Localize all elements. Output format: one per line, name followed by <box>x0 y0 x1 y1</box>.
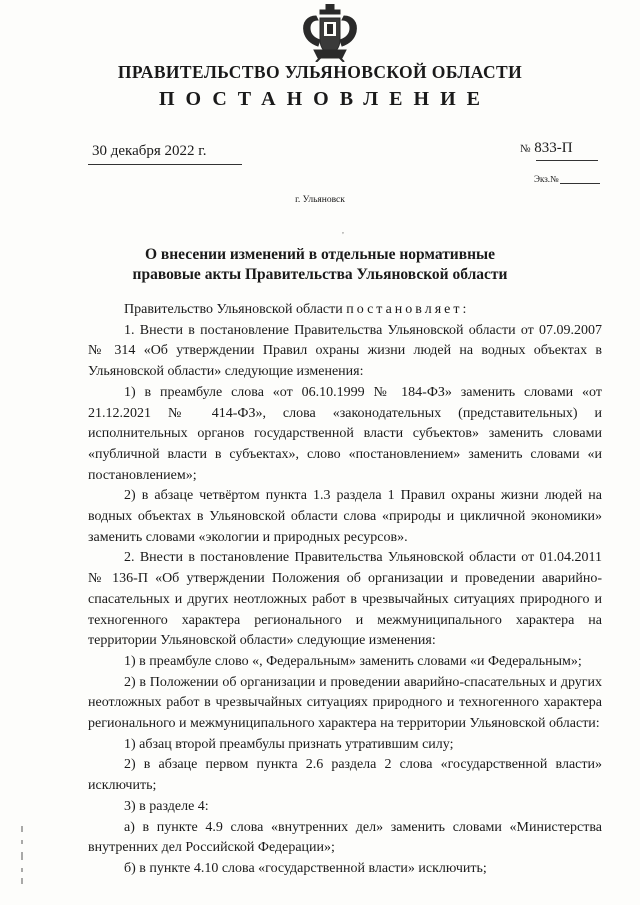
city: г. Ульяновск <box>295 195 345 205</box>
paragraph: 2) в абзаце первом пункта 2.6 раздела 2 слова «государственной власти» исключить; <box>88 757 602 794</box>
copy-number-label: Экз.№ <box>534 174 559 184</box>
document-number <box>520 140 573 157</box>
title-line-2: правовые акты Правительства Ульяновской области <box>132 266 508 283</box>
paragraph: а) в пункте 4.9 слова «внутренних дел» заменить словами «Министерства внутренних дел Российской Федерации»; <box>88 819 602 856</box>
intro-verb: постановляет: <box>346 302 470 317</box>
document-type: ПОСТАНОВЛЕНИЕ <box>159 88 491 110</box>
intro-paragraph <box>88 300 602 321</box>
paragraph: 1. Внести в постановление Правительства Ульяновской области от 07.09.2007 № 314 «Об утверждении Правил охраны жизни людей на водных объектах в Ульяновской области» следующие изменения: <box>88 322 602 380</box>
title-line-1: О внесении изменений в отдельные нормативные <box>144 246 496 263</box>
paragraph: 1) абзац второй преамбулы признать утратившим силу; <box>124 736 454 752</box>
document-body <box>88 300 602 880</box>
document-title <box>0 245 640 285</box>
date-underline <box>88 164 242 165</box>
coat-of-arms-icon <box>298 4 362 62</box>
margin-marks <box>20 826 24 886</box>
paragraph: 2) в Положении об организации и проведении аварийно-спасательных и других неотложных работ в чрезвычайных ситуациях природного и техногенного характера регионального и межмуниципального характера на территории Ульяновской области: <box>88 674 602 732</box>
intro-text: Правительство Ульяновской области <box>124 302 347 317</box>
copy-number-underline <box>560 183 600 184</box>
paragraph: 1) в преамбуле слова «от 06.10.1999 № 184-ФЗ» заменить словами «от 21.12.2021 № 414-ФЗ», слова «законодательных (представительных) и исполнительных органов государственной власти субъектов» заменить словами «публичной власти в субъектах», слово «постановлением» заменить словами «и постановлением»; <box>88 384 602 483</box>
paragraph: 1) в преамбуле слово «, Федеральным» заменить словами «и Федеральным»; <box>124 653 582 669</box>
document-date: 30 декабря 2022 г. <box>92 143 207 159</box>
government-name: ПРАВИТЕЛЬСТВО УЛЬЯНОВСКОЙ ОБЛАСТИ <box>117 62 523 82</box>
mark: , <box>342 226 344 235</box>
paragraph: б) в пункте 4.10 слова «государственной власти» исключить; <box>124 860 487 876</box>
paragraph: 2) в абзаце четвёртом пункта 1.3 раздела 1 Правил охраны жизни людей на водных объектах в Ульяновской области слова «природы и цикличной экономики» заменить словами «экологии и природных ресурсов». <box>88 488 602 545</box>
paragraph: 2. Внести в постановление Правительства Ульяновской области от 01.04.2011 № 136-П «Об утверждении Положения об организации и проведении аварийно-спасательных и других неотложных работ в чрезвычайных ситуациях природного и техногенного характера регионального и межмуниципального характера на территории Ульяновской области» следующие изменения: <box>88 550 602 649</box>
number-underline <box>536 160 598 161</box>
paragraph: 3) в разделе 4: <box>124 798 209 814</box>
number-value: 833-П <box>534 140 573 156</box>
number-sign: № <box>520 143 531 155</box>
